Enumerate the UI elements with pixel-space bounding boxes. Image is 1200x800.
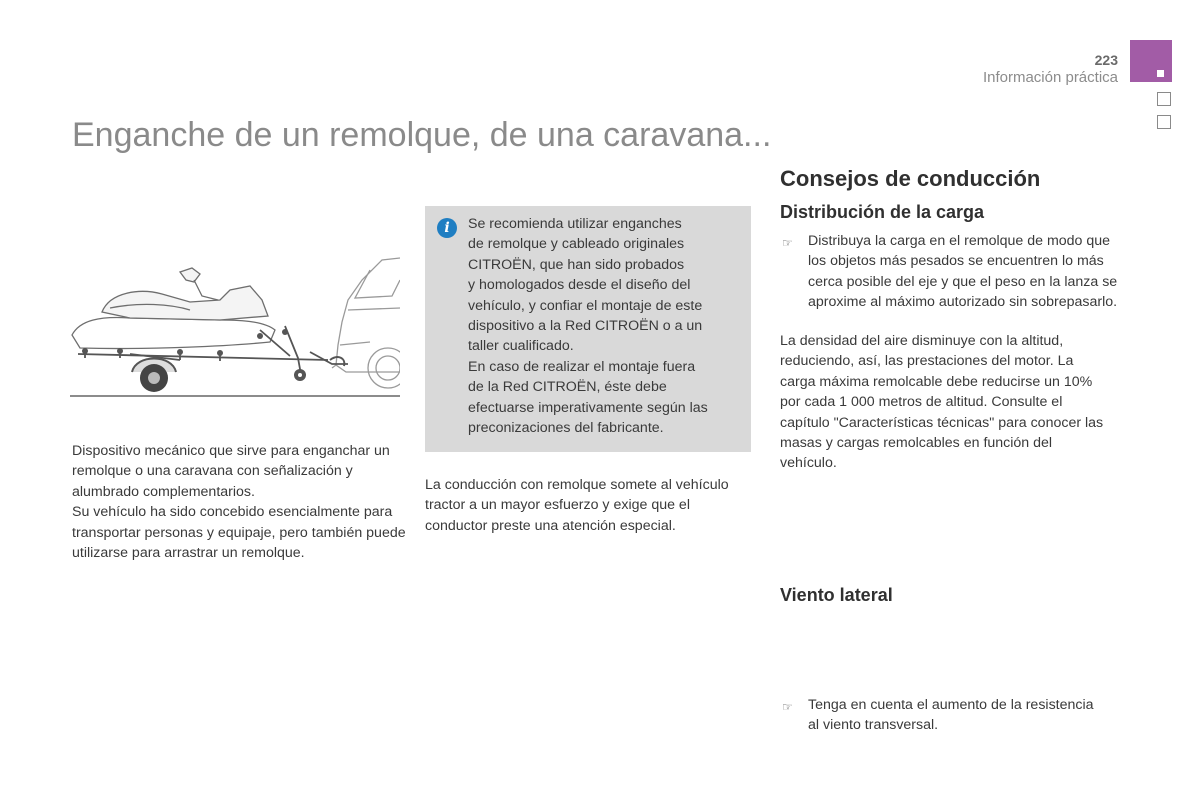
info-line: vehículo, y confiar el montaje de este (468, 297, 703, 314)
page-title: Enganche de un remolque, de una caravana... (72, 116, 772, 154)
chapter-tab-box[interactable] (1157, 115, 1171, 129)
info-line: efectuarse imperativamente según las (468, 399, 708, 416)
driving-note: La conducción con remolque somete al vehículo tractor a un mayor esfuerzo y exige que el conductor preste una atención especial. (425, 477, 729, 534)
trailer-roller (282, 329, 288, 335)
wind-bullet-text: Tenga en cuenta el aumento de la resistencia al viento transversal. (808, 696, 1094, 734)
intro-paragraph: Su vehículo ha sido concebido esencialmente para transportar personas y equipaje, pero también puede utilizarse para arrastrar un remolque. (72, 504, 406, 562)
info-icon: i (437, 218, 457, 238)
illustration-drawing (70, 250, 400, 400)
load-bullet (780, 231, 1118, 313)
chapter-tab-active-mark (1157, 70, 1164, 77)
load-text: La densidad del aire disminuye con la altitud, reduciendo, así, las prestaciones del motor. La carga máxima remolcable debe reducirse un 10% por cada 1 000 metros de altitud. Consulte el capítulo "Características técnicas" para conocer las masas y cargas remolcables en función del vehículo. (780, 333, 1104, 472)
car-outline (332, 258, 400, 388)
section-name: Información práctica (982, 69, 1118, 86)
load-bullet-text: Distribuya la carga en el remolque de modo que los objetos más pesados se encuentren lo más cerca posible del eje y que el peso en la lanza se aproxime al máximo autorizado sin sobrepasarlo. (808, 233, 1118, 311)
trailer-roller (82, 348, 88, 354)
trailer-jetski-illustration (70, 250, 400, 400)
info-line: taller cualificado. (468, 338, 574, 355)
trailer-roller (177, 349, 183, 355)
intro-text (72, 441, 412, 563)
chapter-tab-box[interactable] (1157, 92, 1171, 106)
trailer-roller (217, 350, 223, 356)
advice-title: Consejos de conducción (780, 166, 1041, 191)
info-line: dispositivo a la Red CITROËN o a un (468, 318, 703, 335)
pointing-hand-icon: ☞ (782, 236, 793, 250)
load-distribution-title: Distribución de la carga (780, 202, 985, 222)
info-line: CITROËN, que han sido probados (468, 256, 685, 273)
wind-bullet (780, 695, 1098, 736)
jetski-outline (72, 268, 275, 349)
info-line: Se recomienda utilizar enganches (468, 216, 682, 232)
info-line: de remolque y cableado originales (468, 236, 685, 253)
info-line: preconizaciones del fabricante. (468, 420, 664, 437)
chapter-tab-active[interactable] (1130, 40, 1172, 82)
page-number: 223 (1094, 52, 1118, 68)
info-box-text (468, 214, 740, 438)
trailer-roller (117, 348, 123, 354)
info-line: de la Red CITROËN, éste debe (468, 379, 667, 396)
info-line: En caso de realizar el montaje fuera (468, 358, 696, 375)
pointing-hand-icon: ☞ (782, 699, 793, 714)
trailer-roller (257, 333, 263, 339)
crosswind-title: Viento lateral (780, 585, 893, 605)
intro-paragraph: Dispositivo mecánico que sirve para enganchar un remolque o una caravana con señalización y alumbrado complementarios. (72, 443, 390, 500)
info-box (425, 206, 751, 452)
info-line: y homologados desde el diseño del (468, 277, 691, 294)
